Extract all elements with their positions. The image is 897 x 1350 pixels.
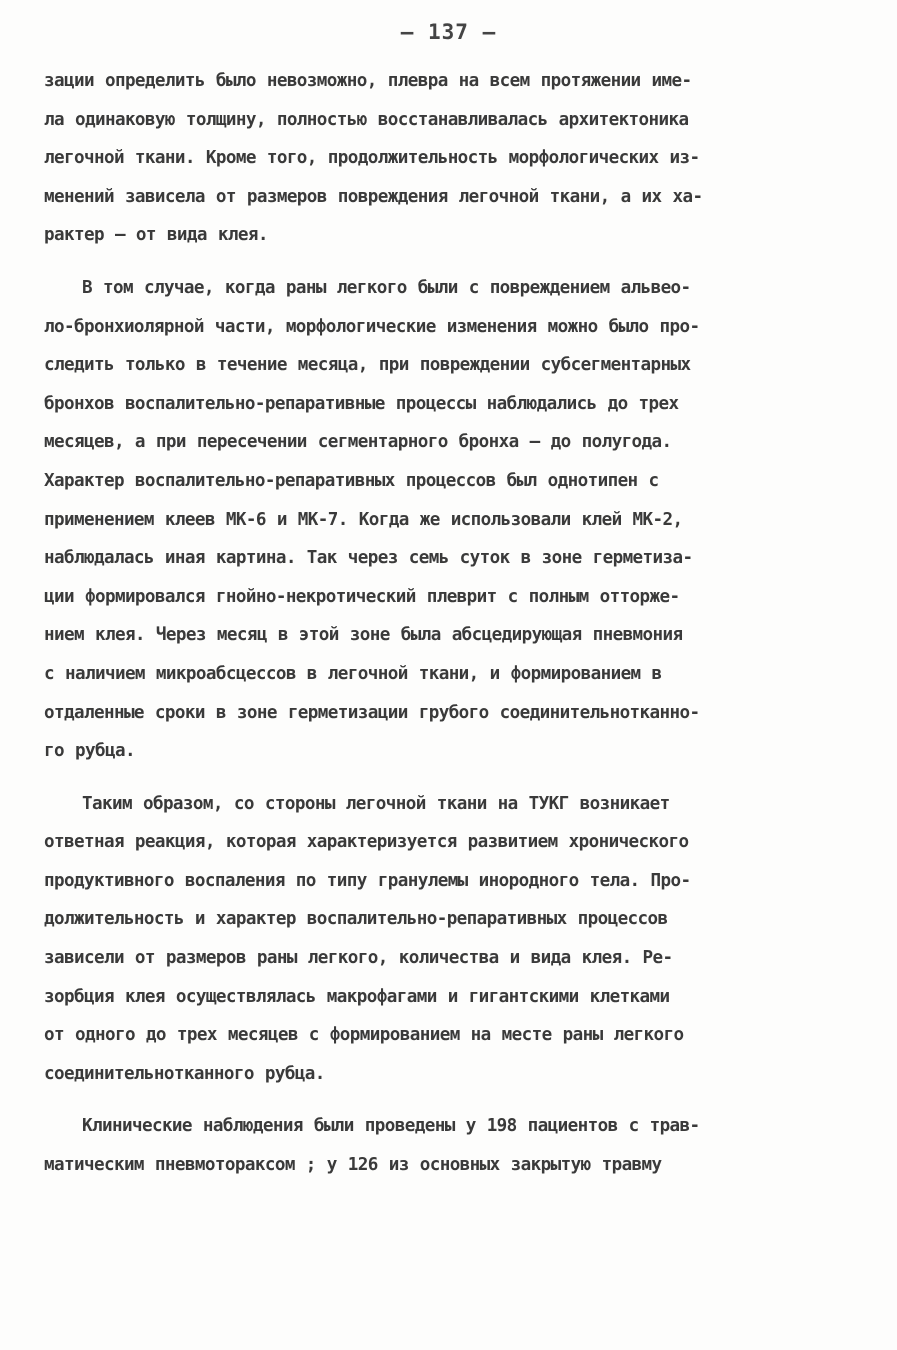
text-line: зависели от размеров раны легкого, количества и вида клея. Ре- [44, 948, 673, 969]
text-line: продуктивного воспаления по типу гранулемы инородного тела. Про- [44, 870, 691, 891]
text-line: зации определить было невозможно, плевра на всем протяжении име- [44, 71, 692, 91]
text-line: наблюдалась иная картина. Так через семь суток в зоне герметиза- [44, 548, 693, 569]
paragraph [44, 1107, 864, 1184]
text-line: Таким образом, со стороны легочной ткани на ТУКГ возникает [82, 793, 670, 814]
text-line: го рубца. [44, 741, 135, 762]
body-text [44, 62, 864, 1185]
page-number: – 137 – [400, 20, 497, 44]
text-line: нием клея. Через месяц в этой зоне была абсцедирующая пневмония [44, 625, 683, 646]
text-line: ответная реакция, которая характеризуется развитием хронического [44, 832, 689, 853]
text-line: отдаленные сроки в зоне герметизации грубого соединительнотканно- [44, 702, 700, 723]
text-line: ции формировался гнойно-некротический плеврит с полным отторже- [44, 586, 680, 607]
paragraph [44, 269, 864, 771]
text-line: ло-бронхиолярной части, морфологические изменения можно было про- [44, 316, 700, 337]
text-line: В том случае, когда раны легкого были с повреждением альвео- [82, 277, 691, 298]
text-line: следить только в течение месяца, при повреждении субсегментарных [44, 355, 691, 376]
text-line: от одного до трех месяцев с формированием на месте раны легкого [44, 1025, 684, 1046]
text-line: ла одинаковую толщину, полностью восстанавливалась архитектоника [44, 109, 689, 130]
text-line: бронхов воспалительно-репаративные процессы наблюдались до трех [44, 393, 679, 414]
paragraph [44, 62, 864, 255]
text-line: зорбция клея осуществлялась макрофагами и гигантскими клетками [44, 986, 670, 1007]
text-line: должительность и характер воспалительно-репаративных процессов [44, 909, 668, 930]
text-line: месяцев, а при пересечении сегментарного бронха – до полугода. [44, 432, 672, 453]
text-line: применением клеев МК-6 и МК-7. Когда же использовали клей МК-2, [44, 509, 683, 530]
text-line: рактер – от вида клея. [44, 225, 268, 246]
text-line: менений зависела от размеров повреждения легочной ткани, а их ха- [44, 186, 703, 207]
text-line: Характер воспалительно-репаративных процессов был однотипен с [44, 470, 659, 491]
text-line: Клинические наблюдения были проведены у 198 пациентов с трав- [82, 1116, 700, 1137]
text-line: легочной ткани. Кроме того, продолжительность морфологических из- [44, 148, 700, 169]
text-line: матическим пневмотораксом ; у 126 из основных закрытую травму [44, 1155, 662, 1176]
text-line: с наличием микроабсцессов в легочной ткани, и формированием в [44, 663, 662, 684]
paragraph [44, 785, 864, 1094]
text-line: соединительнотканного рубца. [44, 1063, 325, 1084]
